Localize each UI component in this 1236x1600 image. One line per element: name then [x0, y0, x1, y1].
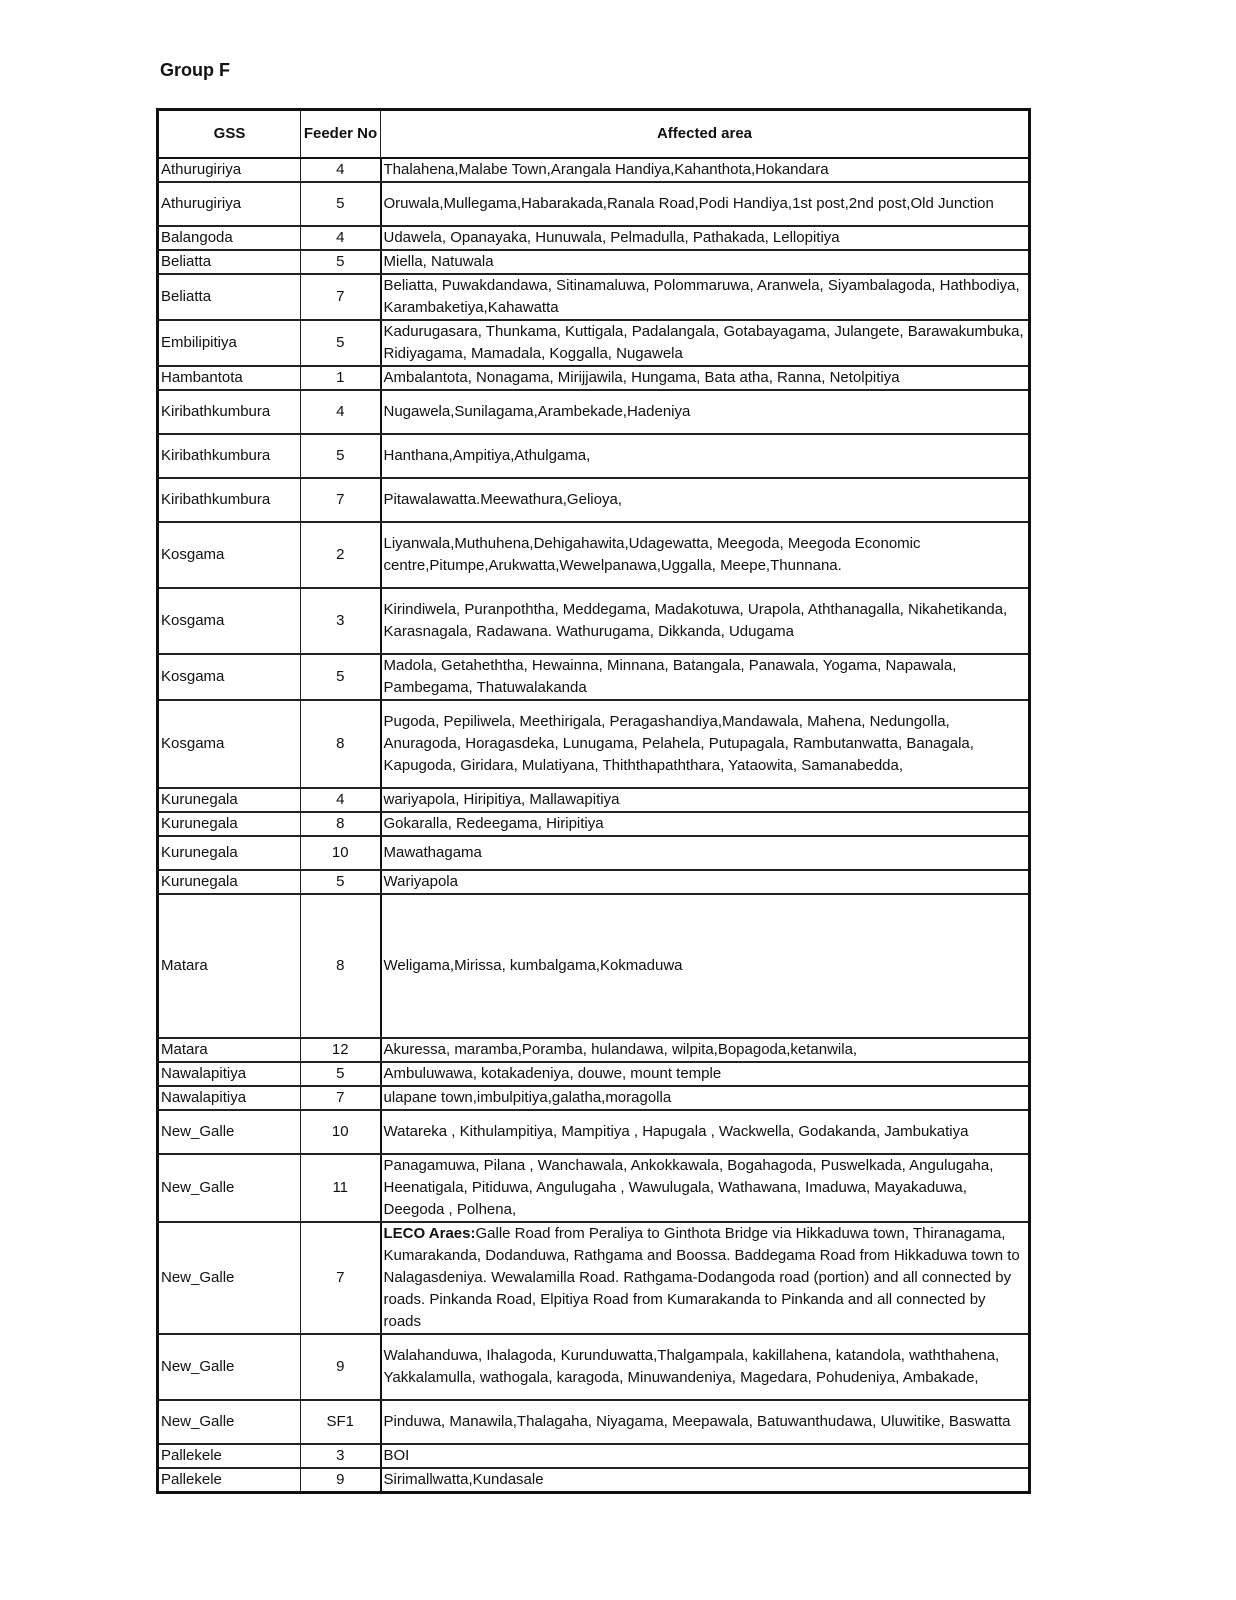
cell-feeder-no: 5	[301, 320, 381, 366]
cell-affected-area: ulapane town,imbulpitiya,galatha,moragolla	[381, 1086, 1030, 1110]
cell-feeder-no: 5	[301, 434, 381, 478]
table-row	[158, 1334, 1030, 1400]
table-row	[158, 1062, 1030, 1086]
cell-feeder-no: SF1	[301, 1400, 381, 1444]
table-row	[158, 588, 1030, 654]
cell-affected-area: Hanthana,Ampitiya,Athulgama,	[381, 434, 1030, 478]
cell-affected-area: Sirimallwatta,Kundasale	[381, 1468, 1030, 1493]
cell-gss: Kosgama	[158, 522, 301, 588]
cell-feeder-no: 3	[301, 1444, 381, 1468]
cell-gss: Matara	[158, 894, 301, 1038]
cell-affected-area: Ambalantota, Nonagama, Mirijjawila, Hungama, Bata atha, Ranna, Netolpitiya	[381, 366, 1030, 390]
header-feeder-no: Feeder No	[301, 110, 381, 159]
cell-affected-area: BOI	[381, 1444, 1030, 1468]
cell-gss: Pallekele	[158, 1444, 301, 1468]
feeder-schedule-table	[156, 108, 1031, 1494]
table-row	[158, 700, 1030, 788]
cell-affected-area: Watareka , Kithulampitiya, Mampitiya , Hapugala , Wackwella, Godakanda, Jambukatiya	[381, 1110, 1030, 1154]
cell-affected-area: Walahanduwa, Ihalagoda, Kurunduwatta,Thalgampala, kakillahena, katandola, waththahena, Yakkalamulla, wathogala, karagoda, Minuwandeniya, Magedara, Pohudeniya, Ambakade,	[381, 1334, 1030, 1400]
cell-affected-area: Panagamuwa, Pilana , Wanchawala, Ankokkawala, Bogahagoda, Puswelkada, Angulugaha, Heenatigala, Pitiduwa, Angulugaha , Wawulugala, Wathawana, Imaduwa, Mayakaduwa, Deegoda , Polhena,	[381, 1154, 1030, 1222]
cell-gss: Kurunegala	[158, 836, 301, 870]
cell-gss: Kosgama	[158, 700, 301, 788]
cell-affected-area: Wariyapola	[381, 870, 1030, 894]
table-row	[158, 654, 1030, 700]
table-row	[158, 1400, 1030, 1444]
cell-gss: Kosgama	[158, 588, 301, 654]
cell-feeder-no: 5	[301, 182, 381, 226]
cell-affected-area: Kadurugasara, Thunkama, Kuttigala, Padalangala, Gotabayagama, Julangete, Barawakumbuka, Ridiyagama, Mamadala, Koggalla, Nugawela	[381, 320, 1030, 366]
cell-feeder-no: 4	[301, 390, 381, 434]
cell-feeder-no: 5	[301, 1062, 381, 1086]
cell-gss: Kiribathkumbura	[158, 434, 301, 478]
cell-feeder-no: 8	[301, 700, 381, 788]
table-row	[158, 836, 1030, 870]
area-prefix-label: LECO Araes:	[383, 1225, 476, 1242]
cell-affected-area: Gokaralla, Redeegama, Hiripitiya	[381, 812, 1030, 836]
cell-affected-area: Pitawalawatta.Meewathura,Gelioya,	[381, 478, 1030, 522]
cell-affected-area: Nugawela,Sunilagama,Arambekade,Hadeniya	[381, 390, 1030, 434]
table-header-row	[158, 110, 1030, 159]
table-row	[158, 226, 1030, 250]
table-row	[158, 1444, 1030, 1468]
cell-gss: Kiribathkumbura	[158, 478, 301, 522]
cell-gss: Kosgama	[158, 654, 301, 700]
cell-feeder-no: 5	[301, 654, 381, 700]
cell-affected-area: Thalahena,Malabe Town,Arangala Handiya,Kahanthota,Hokandara	[381, 158, 1030, 182]
header-affected-area: Affected area	[381, 110, 1030, 159]
cell-affected-area: Miella, Natuwala	[381, 250, 1030, 274]
table-row	[158, 1038, 1030, 1062]
cell-gss: Kurunegala	[158, 788, 301, 812]
cell-affected-area: wariyapola, Hiripitiya, Mallawapitiya	[381, 788, 1030, 812]
table-row	[158, 182, 1030, 226]
cell-affected-area: Oruwala,Mullegama,Habarakada,Ranala Road,Podi Handiya,1st post,2nd post,Old Junction	[381, 182, 1030, 226]
table-row	[158, 1110, 1030, 1154]
cell-affected-area: Beliatta, Puwakdandawa, Sitinamaluwa, Polommaruwa, Aranwela, Siyambalagoda, Hathbodiya, Karambaketiya,Kahawatta	[381, 274, 1030, 320]
cell-feeder-no: 5	[301, 870, 381, 894]
cell-affected-area: Liyanwala,Muthuhena,Dehigahawita,Udagewatta, Meegoda, Meegoda Economic centre,Pitumpe,Arukwatta,Wewelpanawa,Uggalla, Meepe,Thunnana.	[381, 522, 1030, 588]
table-row	[158, 478, 1030, 522]
table-row	[158, 366, 1030, 390]
table-body	[158, 158, 1030, 1493]
cell-feeder-no: 5	[301, 250, 381, 274]
cell-affected-area: Ambuluwawa, kotakadeniya, douwe, mount temple	[381, 1062, 1030, 1086]
cell-gss: Kurunegala	[158, 812, 301, 836]
area-text: Galle Road from Peraliya to Ginthota Bridge via Hikkaduwa town, Thiranagama, Kumarakanda, Dodanduwa, Rathgama and Boossa. Baddegama Road from Hikkaduwa town to Nalagasdeniya. Wewalamilla Road. Rathgama-Dodangoda road (portion) and all connected by roads. Pinkanda Road, Elpitiya Road from Kumarakanda to Pinkanda and all connected by roads	[383, 1225, 1020, 1330]
cell-gss: Athurugiriya	[158, 158, 301, 182]
table-row	[158, 434, 1030, 478]
cell-gss: Beliatta	[158, 274, 301, 320]
cell-gss: Pallekele	[158, 1468, 301, 1493]
cell-gss: Kiribathkumbura	[158, 390, 301, 434]
table-row	[158, 274, 1030, 320]
cell-gss: Balangoda	[158, 226, 301, 250]
cell-gss: New_Galle	[158, 1222, 301, 1334]
cell-feeder-no: 11	[301, 1154, 381, 1222]
cell-affected-area: Madola, Getaheththa, Hewainna, Minnana, Batangala, Panawala, Yogama, Napawala, Pambegama, Thatuwalakanda	[381, 654, 1030, 700]
cell-gss: Athurugiriya	[158, 182, 301, 226]
cell-feeder-no: 9	[301, 1334, 381, 1400]
cell-affected-area: Pinduwa, Manawila,Thalagaha, Niyagama, Meepawala, Batuwanthudawa, Uluwitike, Baswatta	[381, 1400, 1030, 1444]
cell-gss: Nawalapitiya	[158, 1086, 301, 1110]
table-row	[158, 1222, 1030, 1334]
cell-feeder-no: 2	[301, 522, 381, 588]
cell-feeder-no: 9	[301, 1468, 381, 1493]
cell-feeder-no: 3	[301, 588, 381, 654]
cell-gss: Hambantota	[158, 366, 301, 390]
table-row	[158, 870, 1030, 894]
cell-gss: Nawalapitiya	[158, 1062, 301, 1086]
table-row	[158, 158, 1030, 182]
cell-feeder-no: 7	[301, 1222, 381, 1334]
table-row	[158, 320, 1030, 366]
cell-feeder-no: 1	[301, 366, 381, 390]
cell-gss: Kurunegala	[158, 870, 301, 894]
cell-affected-area: Akuressa, maramba,Poramba, hulandawa, wilpita,Bopagoda,ketanwila,	[381, 1038, 1030, 1062]
cell-feeder-no: 8	[301, 894, 381, 1038]
table-row	[158, 390, 1030, 434]
cell-gss: New_Galle	[158, 1110, 301, 1154]
cell-gss: Beliatta	[158, 250, 301, 274]
table-row	[158, 522, 1030, 588]
group-title: Group F	[160, 60, 230, 80]
cell-gss: Embilipitiya	[158, 320, 301, 366]
table-row	[158, 1154, 1030, 1222]
cell-gss: New_Galle	[158, 1400, 301, 1444]
cell-feeder-no: 4	[301, 788, 381, 812]
table-row	[158, 788, 1030, 812]
table-row	[158, 812, 1030, 836]
cell-feeder-no: 4	[301, 226, 381, 250]
cell-feeder-no: 4	[301, 158, 381, 182]
cell-affected-area: Udawela, Opanayaka, Hunuwala, Pelmadulla, Pathakada, Lellopitiya	[381, 226, 1030, 250]
cell-feeder-no: 10	[301, 1110, 381, 1154]
cell-gss: Matara	[158, 1038, 301, 1062]
cell-affected-area: Mawathagama	[381, 836, 1030, 870]
cell-gss: New_Galle	[158, 1154, 301, 1222]
header-gss: GSS	[158, 110, 301, 159]
cell-affected-area: Pugoda, Pepiliwela, Meethirigala, Peragashandiya,Mandawala, Mahena, Nedungolla, Anuragoda, Horagasdeka, Lunugama, Pelahela, Putupagala, Rambutanwatta, Banagala, Kapugoda, Giridara, Mulatiyana, Thiththapaththara, Yataowita, Samanabedda,	[381, 700, 1030, 788]
table-row	[158, 1468, 1030, 1493]
table-row	[158, 894, 1030, 1038]
cell-feeder-no: 12	[301, 1038, 381, 1062]
cell-feeder-no: 7	[301, 478, 381, 522]
table-row	[158, 250, 1030, 274]
table-row	[158, 1086, 1030, 1110]
cell-feeder-no: 7	[301, 274, 381, 320]
cell-feeder-no: 7	[301, 1086, 381, 1110]
cell-affected-area	[381, 1222, 1030, 1334]
cell-gss: New_Galle	[158, 1334, 301, 1400]
cell-affected-area: Kirindiwela, Puranpoththa, Meddegama, Madakotuwa, Urapola, Aththanagalla, Nikahetikanda, Karasnagala, Radawana. Wathurugama, Dikkanda, Udugama	[381, 588, 1030, 654]
cell-feeder-no: 10	[301, 836, 381, 870]
cell-affected-area: Weligama,Mirissa, kumbalgama,Kokmaduwa	[381, 894, 1030, 1038]
cell-feeder-no: 8	[301, 812, 381, 836]
